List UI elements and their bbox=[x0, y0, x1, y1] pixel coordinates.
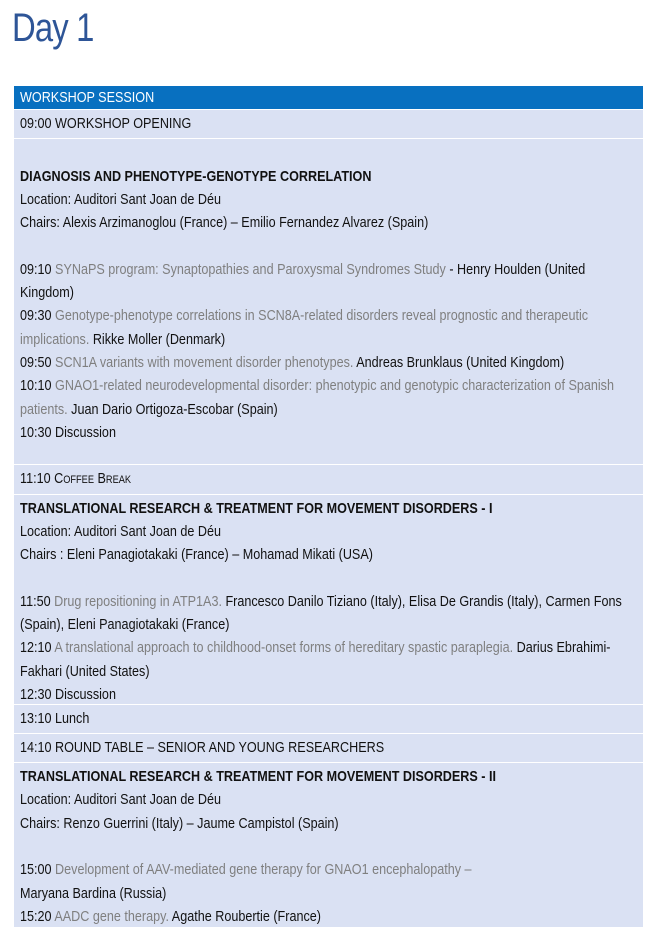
session-chairs: Chairs : Eleni Panagiotakaki (France) – Mohamad Mikati (USA) bbox=[20, 546, 373, 564]
session-location: Location: Auditori Sant Joan de Déu bbox=[20, 190, 222, 208]
discussion-item: 12:30 Discussion bbox=[20, 685, 116, 703]
session-chairs: Chairs: Renzo Guerrini (Italy) – Jaume Campistol (Spain) bbox=[20, 814, 339, 832]
talk-item: 09:50 SCN1A variants with movement disorder phenotypes. Andreas Brunklaus (United Kingdom) bbox=[20, 353, 565, 371]
round-table-text: 14:10 ROUND TABLE – SENIOR AND YOUNG RESEARCHERS bbox=[20, 738, 385, 756]
lunch-row bbox=[14, 705, 643, 734]
talk-item: 09:30 Genotype-phenotype correlations in SCN8A-related disorders reveal prognostic and therapeutic bbox=[20, 307, 589, 325]
section-header bbox=[14, 86, 643, 110]
discussion-item: 10:30 Discussion bbox=[20, 423, 116, 441]
page-title: Day 1 bbox=[12, 6, 94, 50]
section-header-label: WORKSHOP SESSION bbox=[20, 89, 155, 106]
session-chairs: Chairs: Alexis Arzimanoglou (France) – Emilio Fernandez Alvarez (Spain) bbox=[20, 214, 429, 232]
talk-item: 12:10 A translational approach to childhood-onset forms of hereditary spastic paraplegia. Darius Ebrahimi- bbox=[20, 639, 611, 657]
coffee-break-row: 11:10 Coffee Break bbox=[14, 465, 643, 494]
talk-item: 11:50 Drug repositioning in ATP1A3. Francesco Danilo Tiziano (Italy), Elisa De Grandis (Italy), Carmen Fons bbox=[20, 592, 622, 610]
lunch-text: 13:10 Lunch bbox=[20, 709, 90, 727]
session-title: TRANSLATIONAL RESEARCH & TREATMENT FOR MOVEMENT DISORDERS - II bbox=[20, 768, 497, 786]
round-table-row bbox=[14, 734, 643, 763]
opening-text: 09:00 WORKSHOP OPENING bbox=[20, 115, 192, 132]
opening-row bbox=[14, 110, 643, 139]
session-diagnosis: DIAGNOSIS AND PHENOTYPE-GENOTYPE CORRELATION Location: Auditori Sant Joan de Déu Chairs: Alexis Arzimanoglou (France) – Emilio Fernandez Alvarez (Spain) 09:10 SYNaPS program: Synaptopathies and Paroxysmal Syndromes Study - Henry Houlden (United Kingdom) 09:30 Genotype-phenotype correlations in SCN8A-related disorders reveal prognostic and therapeutic implications. Rikke Moller (Denmark) 09:50 SCN1A variants with movement disorder phenotypes. Andreas Brunklaus (United Kingdom) 10:10 GNAO1-related neurodevelopmental disorder: phenotypic and genotypic characterization of Spanish patients. Juan Dario Ortigoza-Escobar (Spain) 10:30 Discussion bbox=[14, 139, 643, 465]
talk-item: 15:00 Development of AAV-mediated gene therapy for GNAO1 encephalopathy – bbox=[20, 861, 472, 879]
session-location: Location: Auditori Sant Joan de Déu bbox=[20, 791, 222, 809]
session-title: TRANSLATIONAL RESEARCH & TREATMENT FOR MOVEMENT DISORDERS - I bbox=[20, 499, 493, 517]
session-title: DIAGNOSIS AND PHENOTYPE-GENOTYPE CORRELATION bbox=[20, 167, 372, 185]
talk-item: 15:20 AADC gene therapy. Agathe Roubertie (France) bbox=[20, 907, 321, 925]
session-location: Location: Auditori Sant Joan de Déu bbox=[20, 522, 222, 540]
program-table bbox=[14, 86, 643, 928]
session-translational-2: TRANSLATIONAL RESEARCH & TREATMENT FOR MOVEMENT DISORDERS - II Location: Auditori Sant Joan de Déu Chairs: Renzo Guerrini (Italy) – Jaume Campistol (Spain) 15:00 Development of AAV-mediated gene therapy for GNAO1 encephalopathy – Maryana Bardina (Russia) 15:20 AADC gene therapy. Agathe Roubertie (France) bbox=[14, 763, 643, 928]
coffee-break-label: Coffee Break bbox=[54, 470, 132, 488]
session-translational-1: TRANSLATIONAL RESEARCH & TREATMENT FOR MOVEMENT DISORDERS - I Location: Auditori Sant Joan de Déu Chairs : Eleni Panagiotakaki (France) – Mohamad Mikati (USA) 11:50 Drug repositioning in ATP1A3. Francesco Danilo Tiziano (Italy), Elisa De Grandis (Italy), Carmen Fons (Spain), Eleni Panagiotakaki (France) 12:10 A translational approach to childhood-onset forms of hereditary spastic paraplegia. Darius Ebrahimi- Fakhari (United States) 12:30 Discussion bbox=[14, 495, 643, 705]
talk-item: 09:10 SYNaPS program: Synaptopathies and Paroxysmal Syndromes Study - Henry Houlden (United bbox=[20, 260, 586, 278]
talk-item: 10:10 GNAO1-related neurodevelopmental disorder: phenotypic and genotypic characterization of Spanish bbox=[20, 377, 614, 395]
